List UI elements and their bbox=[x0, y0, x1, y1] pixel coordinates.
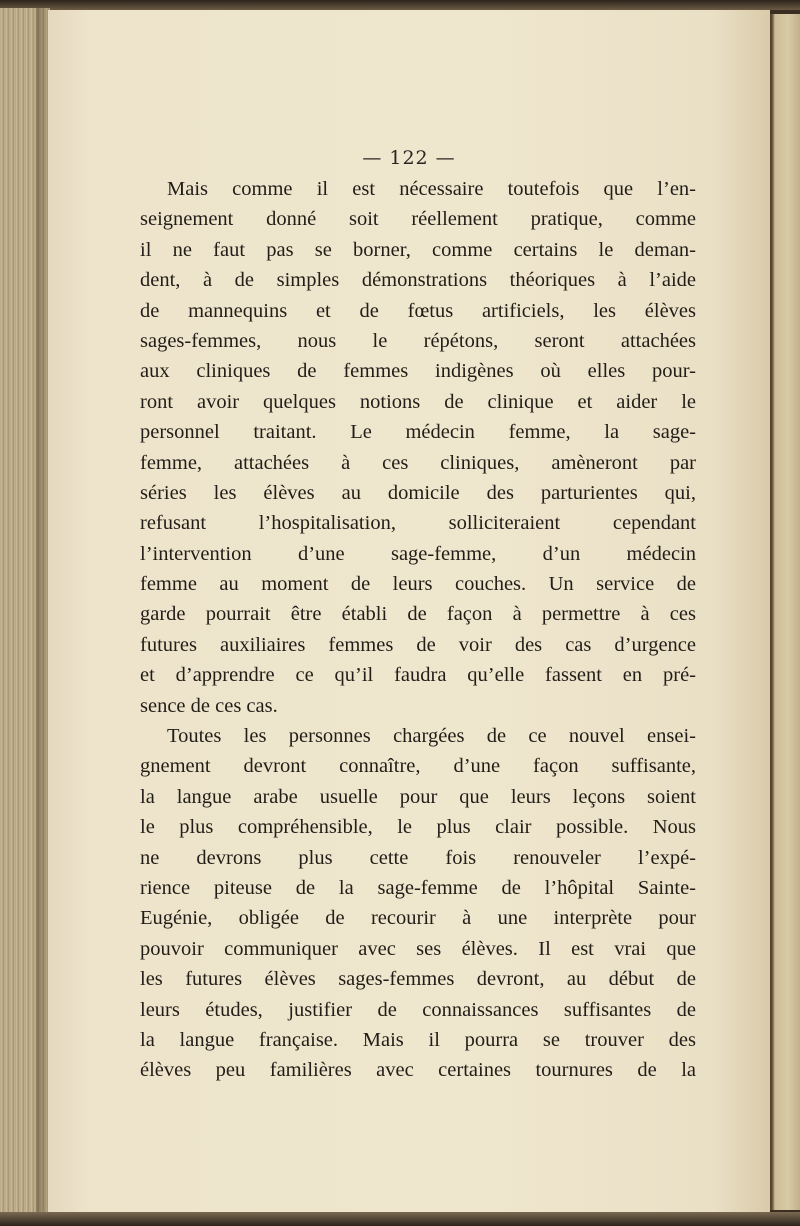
text-line: futures auxiliaires femmes de voir des cas d’urgence bbox=[140, 633, 696, 656]
text-line: sages-femmes, nous le répétons, seront attachées bbox=[140, 329, 696, 352]
text-line: la langue française. Mais il pourra se trouver des bbox=[140, 1028, 696, 1051]
text-line: les futures élèves sages-femmes devront, au début de bbox=[140, 968, 696, 991]
text-line: élèves peu familières avec certaines tournures de la bbox=[140, 1059, 696, 1082]
text-line: l’intervention d’une sage-femme, d’un médecin bbox=[140, 542, 696, 565]
book-top-edge bbox=[0, 0, 800, 10]
text-line: il ne faut pas se borner, comme certains le deman- bbox=[140, 238, 696, 261]
text-line: séries les élèves au domicile des parturientes qui, bbox=[140, 481, 696, 504]
text-line: Toutes les personnes chargées de ce nouvel ensei- bbox=[167, 725, 696, 748]
text-line: seignement donné soit réellement pratique, comme bbox=[140, 208, 696, 231]
text-line: de mannequins et de fœtus artificiels, les élèves bbox=[140, 299, 696, 322]
text-line: sence de ces cas. bbox=[140, 694, 278, 717]
text-line: Eugénie, obligée de recourir à une interprète pour bbox=[140, 907, 696, 930]
book-bottom-edge bbox=[0, 1212, 800, 1226]
body-text bbox=[140, 174, 696, 1086]
text-line: ront avoir quelques notions de clinique et aider le bbox=[140, 390, 696, 413]
text-line: Mais comme il est nécessaire toutefois que l’en- bbox=[167, 178, 696, 200]
text-line: leurs études, justifier de connaissances suffisantes de bbox=[140, 998, 696, 1021]
text-line: gnement devront connaître, d’une façon suffisante, bbox=[140, 755, 696, 778]
page-number: — 122 — bbox=[362, 147, 456, 169]
text-line: garde pourrait être établi de façon à permettre à ces bbox=[140, 603, 696, 626]
text-line: rience piteuse de la sage-femme de l’hôpital Sainte- bbox=[140, 876, 696, 899]
text-line: et d’apprendre ce qu’il faudra qu’elle fassent en pré- bbox=[140, 664, 696, 687]
text-line: refusant l’hospitalisation, solliciteraient cependant bbox=[140, 512, 696, 535]
text-line: la langue arabe usuelle pour que leurs leçons soient bbox=[140, 785, 696, 808]
text-line: pouvoir communiquer avec ses élèves. Il est vrai que bbox=[140, 937, 696, 960]
text-line: femme au moment de leurs couches. Un service de bbox=[140, 573, 696, 596]
text-line: personnel traitant. Le médecin femme, la sage- bbox=[140, 421, 696, 444]
text-line: ne devrons plus cette fois renouveler l’expé- bbox=[140, 846, 696, 869]
right-page-edges bbox=[768, 14, 800, 1210]
text-line: aux cliniques de femmes indigènes où elles pour- bbox=[140, 360, 696, 383]
text-line: dent, à de simples démonstrations théoriques à l’aide bbox=[140, 269, 696, 292]
text-line: le plus compréhensible, le plus clair possible. Nous bbox=[140, 816, 696, 839]
text-line: femme, attachées à ces cliniques, amèneront par bbox=[140, 451, 696, 474]
